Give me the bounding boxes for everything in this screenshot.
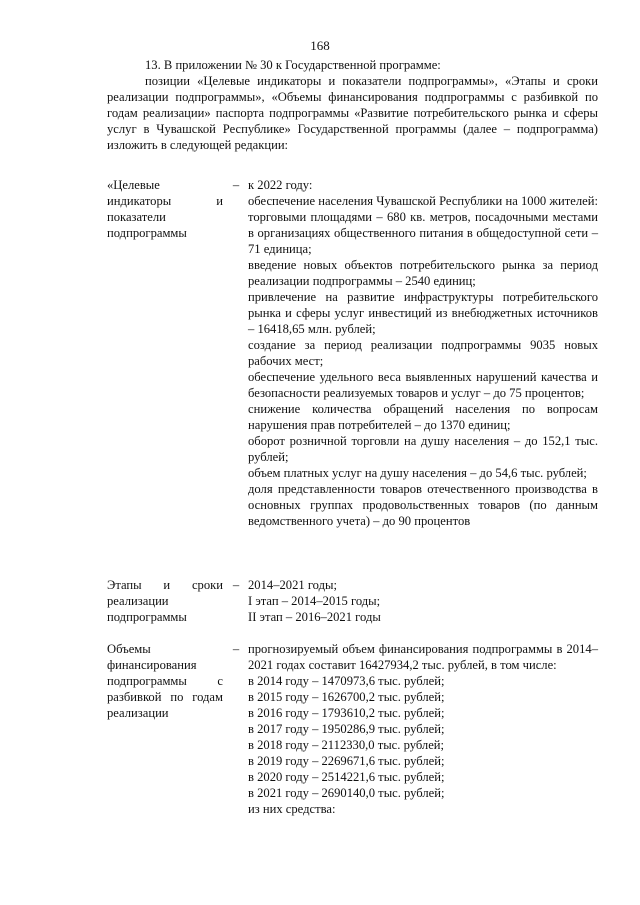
value-item: объем платных услуг на душу населения – до 54,6 тыс. рублей;	[248, 466, 587, 480]
value-item: снижение количества обращений населения по вопросам нарушения прав потребителей – до 1370 единиц;	[248, 402, 598, 432]
value-item: 2014–2021 годы;	[248, 578, 337, 592]
value-item: в 2017 году – 1950286,9 тыс. рублей;	[248, 722, 445, 736]
intro-heading: 13. В приложении № 30 к Государственной программе:	[145, 58, 441, 72]
value-item: из них средства:	[248, 802, 336, 816]
row-label: Объемы финансирования подпрограммы с разбивкой по годам реализации	[107, 642, 223, 720]
value-item: II этап – 2016–2021 годы	[248, 610, 381, 624]
row-dash: –	[232, 178, 240, 192]
intro-section	[107, 57, 598, 153]
row-value	[248, 577, 598, 625]
value-item: привлечение на развитие инфраструктуры потребительского рынка и сферы услуг инвестиций из внебюджетных источников – 16418,65 млн. рублей;	[248, 290, 598, 336]
row-label: «Целевые индикаторы и показатели подпрограммы	[107, 178, 223, 240]
value-item: в 2018 году – 2112330,0 тыс. рублей;	[248, 738, 445, 752]
value-item: в 2014 году – 1470973,6 тыс. рублей;	[248, 674, 445, 688]
value-item: к 2022 году:	[248, 178, 313, 192]
value-item: обеспечение населения Чувашской Республики на 1000 жителей: торговыми площадями – 680 кв. метров, посадочными местами в организациях общественного питания в общедоступной сети – 71 единица;	[248, 194, 598, 256]
row-value	[248, 177, 598, 529]
value-item: введение новых объектов потребительского рынка за период реализации подпрограммы – 2540 единиц;	[248, 258, 598, 288]
value-item: доля представленности товаров отечественного производства в основных группах продовольственных товаров (по данным ведомственного учета) – до 90 процентов	[248, 482, 598, 528]
value-item: в 2019 году – 2269671,6 тыс. рублей;	[248, 754, 445, 768]
value-item: оборот розничной торговли на душу населения – до 152,1 тыс. рублей;	[248, 434, 598, 464]
value-item: обеспечение удельного веса выявленных нарушений качества и безопасности реализуемых товаров и услуг – до 75 процентов;	[248, 370, 598, 400]
value-item: в 2020 году – 2514221,6 тыс. рублей;	[248, 770, 445, 784]
value-item: в 2015 году – 1626700,2 тыс. рублей;	[248, 690, 445, 704]
value-item: создание за период реализации подпрограммы 9035 новых рабочих мест;	[248, 338, 598, 368]
value-item: в 2016 году – 1793610,2 тыс. рублей;	[248, 706, 445, 720]
row-value	[248, 641, 598, 817]
value-item: прогнозируемый объем финансирования подпрограммы в 2014–2021 годах составит 16427934,2 тыс. рублей, в том числе:	[248, 642, 598, 672]
value-item: I этап – 2014–2015 годы;	[248, 594, 381, 608]
row-dash: –	[232, 642, 240, 656]
page-number: 168	[310, 38, 330, 53]
intro-body: позиции «Целевые индикаторы и показатели подпрограммы», «Этапы и сроки реализации подпрограммы», «Объемы финансирования подпрограммы с разбивкой по годам реализации» паспорта подпрограммы «Развитие потребительского рынка и сферы услуг в Чувашской Республике» Государственной программы (далее – подпрограмма) изложить в следующей редакции:	[107, 74, 598, 152]
row-label: Этапы и сроки реализации подпрограммы	[107, 578, 223, 624]
row-dash: –	[232, 578, 240, 592]
value-item: в 2021 году – 2690140,0 тыс. рублей;	[248, 786, 445, 800]
